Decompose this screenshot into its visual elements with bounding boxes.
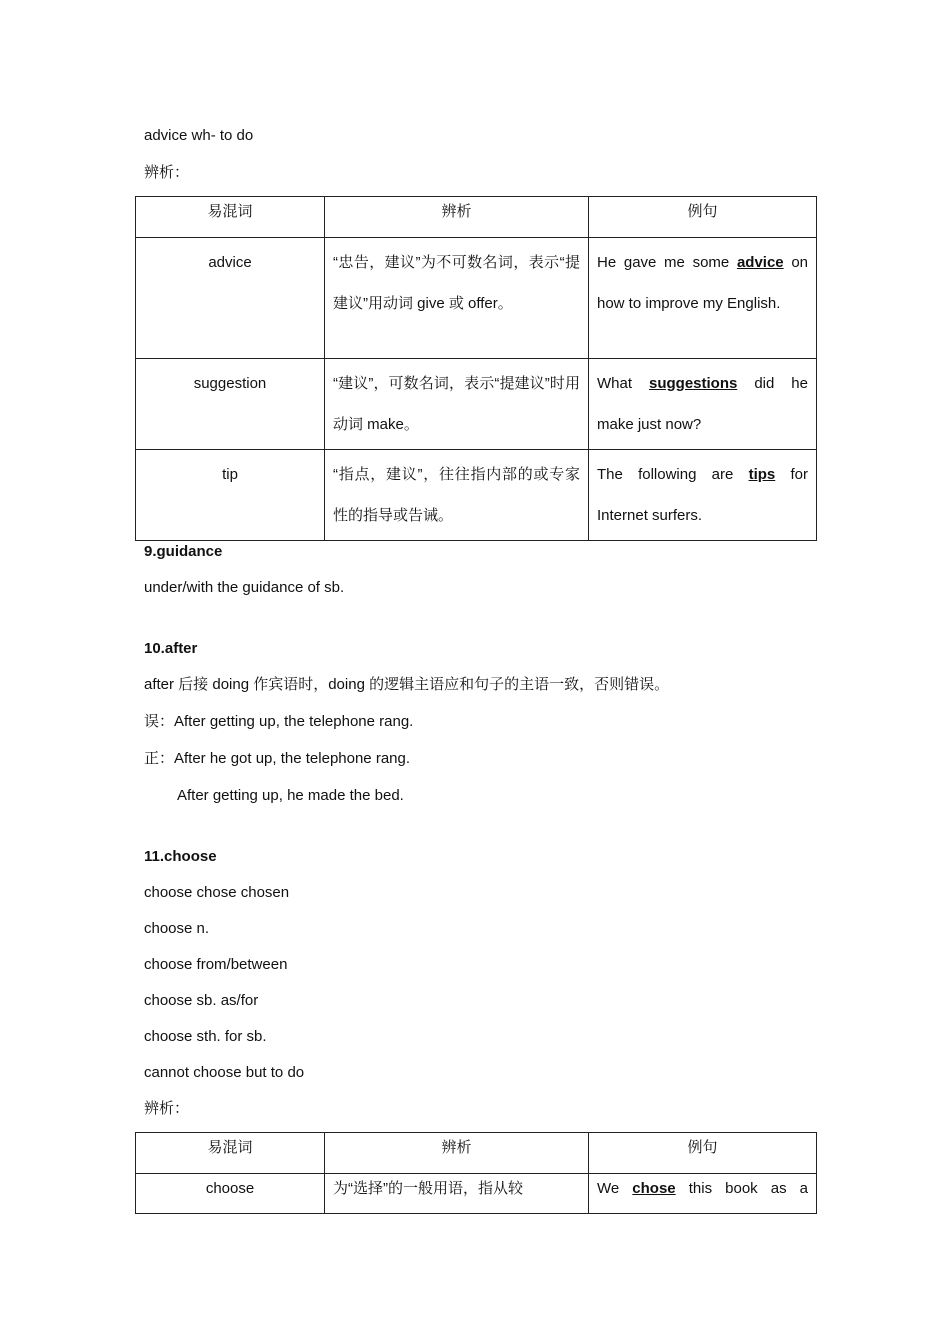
- row-example: [589, 1174, 817, 1214]
- example-text: on how to improve my English.: [597, 254, 809, 312]
- section-9-line: under/with the guidance of sb.: [144, 579, 345, 596]
- row-example: [589, 238, 817, 359]
- row-analysis: 为“选择”的一般用语，指从较: [325, 1174, 589, 1214]
- section-11-line: choose sth. for sb.: [144, 1028, 267, 1045]
- advice-phrase: advice wh- to do: [144, 127, 254, 144]
- section-10-line: 误：After getting up, the telephone rang.: [144, 713, 414, 730]
- section-11-line: choose sb. as/for: [144, 992, 259, 1009]
- section-10-title: 10.after: [144, 640, 198, 657]
- section-11-line: choose from/between: [144, 956, 288, 973]
- section-11-line: choose n.: [144, 920, 210, 937]
- row-example: [589, 450, 817, 541]
- row-word: tip: [136, 450, 325, 541]
- row-word: advice: [136, 238, 325, 359]
- example-text: this book as a: [675, 1180, 808, 1197]
- row-example: [589, 359, 817, 450]
- section-10-line: after 后接 doing 作宾语时，doing 的逻辑主语应和句子的主语一致，否则错误。: [144, 676, 670, 693]
- section-9-title: 9.guidance: [144, 543, 223, 560]
- example-text: We: [597, 1180, 633, 1197]
- analysis-label: 辨析：: [144, 164, 190, 181]
- section-10-line: 正：After he got up, the telephone rang.: [144, 750, 411, 767]
- row-analysis: “指点，建议”，往往指内部的或专家性的指导或告诫。: [325, 450, 589, 541]
- section-11-title: 11.choose: [144, 848, 217, 865]
- header-example: 例句: [589, 1133, 817, 1174]
- header-word: 易混词: [136, 197, 325, 238]
- example-text: He gave me some: [597, 254, 737, 271]
- comparison-table-advice: [135, 196, 817, 541]
- comparison-table-choose: [135, 1132, 817, 1214]
- example-keyword: tips: [748, 466, 776, 483]
- header-example: 例句: [589, 197, 817, 238]
- example-text: for Internet surfers.: [597, 466, 808, 524]
- analysis-label: 辨析：: [144, 1100, 190, 1117]
- header-analysis: 辨析: [325, 197, 589, 238]
- header-analysis: 辨析: [325, 1133, 589, 1174]
- header-word: 易混词: [136, 1133, 325, 1174]
- table-row: [136, 238, 817, 359]
- row-word: suggestion: [136, 359, 325, 450]
- example-keyword: suggestions: [648, 375, 738, 392]
- row-word: choose: [136, 1174, 325, 1214]
- section-10-line: After getting up, he made the bed.: [177, 787, 404, 804]
- example-text: did he make just now?: [597, 375, 808, 433]
- example-text: What: [597, 375, 649, 392]
- table-row: [136, 1174, 817, 1214]
- table-row: [136, 359, 817, 450]
- table-header-row: [136, 197, 817, 238]
- table-row: [136, 450, 817, 541]
- example-keyword: advice: [736, 254, 784, 271]
- row-analysis: “忠告，建议”为不可数名词，表示“提建议”用动词 give 或 offer。: [325, 238, 589, 359]
- table-header-row: [136, 1133, 817, 1174]
- example-text: The following are: [597, 466, 749, 483]
- section-11-line: choose chose chosen: [144, 884, 290, 901]
- row-analysis: “建议”，可数名词，表示“提建议”时用动词 make。: [325, 359, 589, 450]
- section-11-line: cannot choose but to do: [144, 1064, 305, 1081]
- example-keyword: chose: [632, 1180, 676, 1197]
